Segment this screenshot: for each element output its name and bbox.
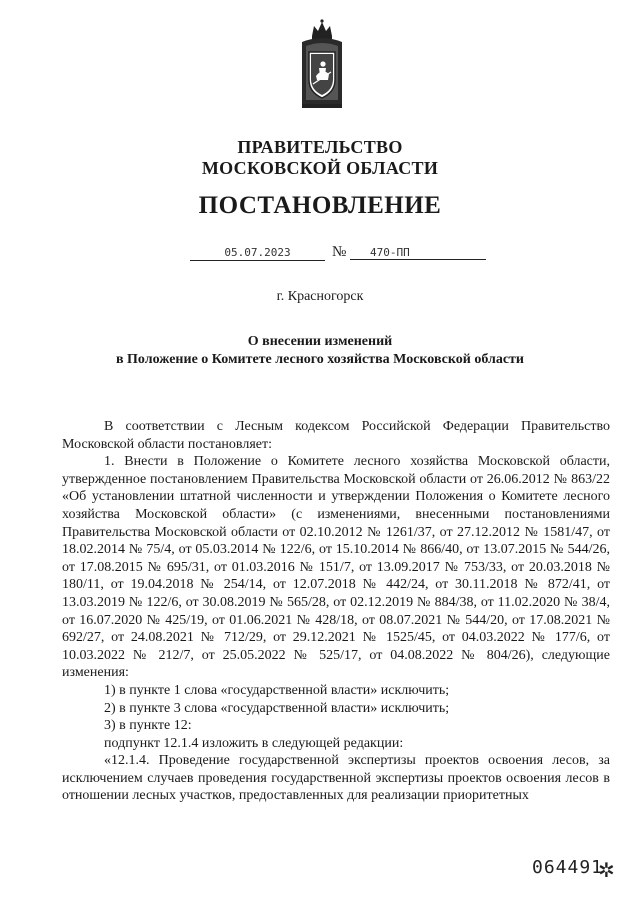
serial-number: 064491 — [532, 857, 604, 878]
document-title-line1: О внесении изменений — [247, 334, 393, 349]
organization-name-line1: ПРАВИТЕЛЬСТВО — [237, 137, 403, 157]
subitem-paragraph: подпункт 12.1.4 изложить в следующей редакции: — [104, 735, 404, 751]
preamble-paragraph: В соответствии с Лесным кодексом Российской Федерации Правительство Московской области постановляет: — [62, 419, 610, 452]
document-type-heading: ПОСТАНОВЛЕНИЕ — [198, 192, 442, 219]
asterisk-mark-icon: ✲ — [598, 860, 615, 882]
number-sign: № — [332, 244, 347, 260]
document-date: 05.07.2023 — [190, 246, 325, 261]
quoted-paragraph: «12.1.4. Проведение государственной экспертизы проектов освоения лесов, за исключением случаев проведения государственной экспертизы проектов освоения лесов в отношении лесных участков, предоставленных для реализации приоритетных — [62, 753, 610, 804]
list-item: 2) в пункте 3 слова «государственной власти» исключить; — [104, 700, 450, 716]
list-item: 3) в пункте 12: — [104, 718, 192, 734]
organization-name-line2: МОСКОВСКОЙ ОБЛАСТИ — [201, 158, 439, 178]
document-body — [62, 418, 610, 805]
coat-of-arms-emblem — [298, 18, 346, 110]
list-item: 1) в пункте 1 слова «государственной власти» исключить; — [104, 682, 450, 698]
document-number: 470-ПП — [350, 246, 486, 260]
city-name: г. Красногорск — [276, 289, 364, 304]
document-title-line2: в Положение о Комитете лесного хозяйства Московской области — [115, 352, 525, 367]
paragraph-1: 1. Внести в Положение о Комитете лесного хозяйства Московской области, утвержденное постановлением Правительства Московской области от 26.06.2012 № 863/22 «Об установлении штатной численности и утверждении Положения о Комитете лесного хозяйства Московской области» (с изменениями, внесенными постановлениями Правительства Московской области от 02.10.2012 № 1261/37, от 27.12.2012 № 1581/47, от 18.02.2014 № 75/4, от 05.03.2014 № 122/6, от 15.10.2014 № 866/40, от 13.07.2015 № 544/26, от 17.08.2015 № 695/31, от 01.03.2016 № 151/7, от 13.09.2017 № 753/33, от 20.03.2018 № 180/11, от 19.04.2018 № 254/14, от 12.07.2018 № 442/24, от 30.11.2018 № 872/41, от 13.03.2019 № 122/6, от 30.08.2019 № 565/28, от 02.12.2019 № 884/38, от 11.02.2020 № 38/4, от 16.07.2020 № 425/19, от 01.06.2021 № 428/18, от 08.07.2021 № 544/20, от 17.08.2021 № 692/27, от 24.08.2021 № 712/29, от 29.12.2021 № 1525/45, от 04.03.2022 № 177/6, от 10.03.2022 № 212/7, от 25.05.2022 № 525/17, от 04.08.2022 № 804/26), следующие изменения: — [62, 454, 610, 681]
